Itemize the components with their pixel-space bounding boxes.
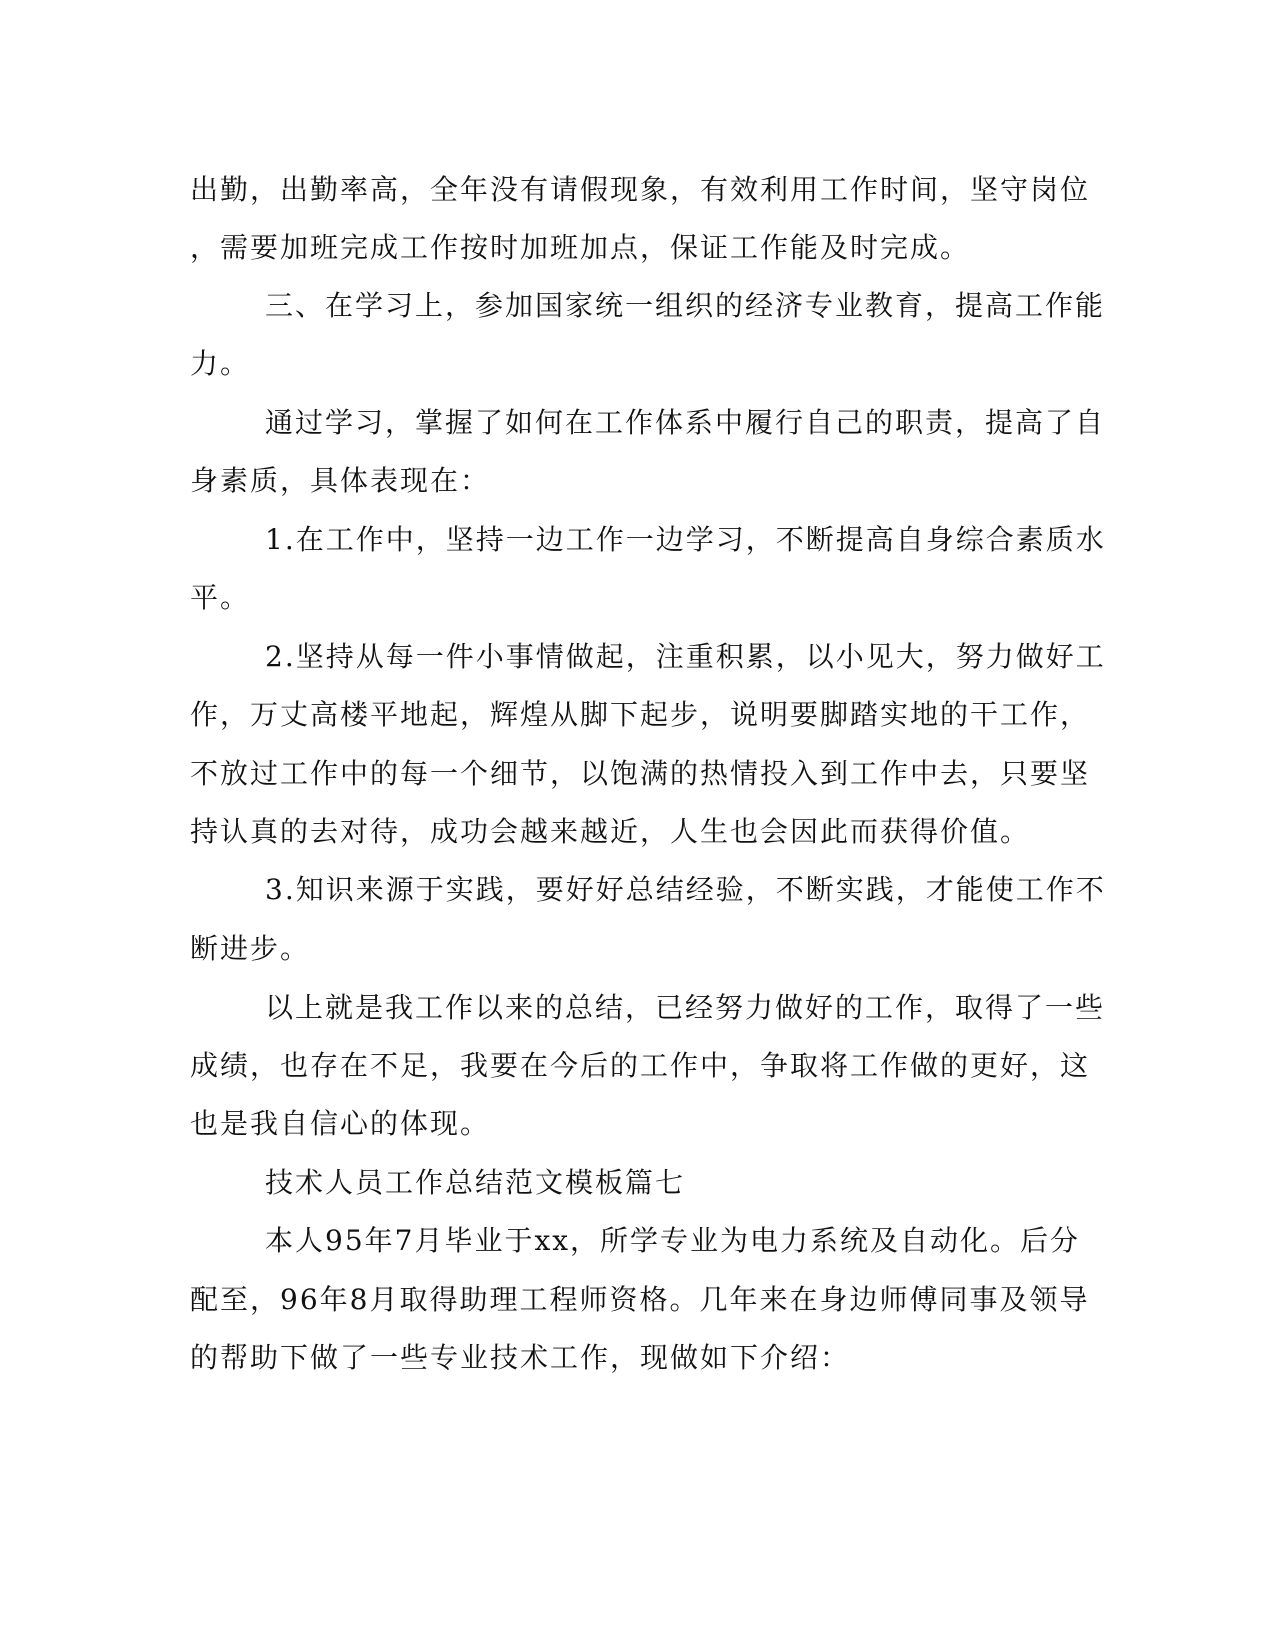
text-line: 平。	[190, 581, 251, 614]
list-item-line: 2.坚持从每一件小事情做起，注重积累，以小见大，努力做好工	[265, 640, 1106, 673]
text-line: 不放过工作中的每一个细节，以饱满的热情投入到工作中去，只要坚	[190, 757, 1091, 790]
text-line: 持认真的去对待，成功会越来越近，人生也会因此而获得价值。	[190, 815, 1031, 848]
text-line: 身素质，具体表现在：	[190, 464, 491, 497]
section-heading: 技术人员工作总结范文模板篇七	[265, 1166, 686, 1199]
list-item-line: 1.在工作中，坚持一边工作一边学习，不断提高自身综合素质水	[265, 523, 1106, 556]
text-line: ，需要加班完成工作按时加班加点，保证工作能及时完成。	[190, 231, 971, 264]
text-line: 的帮助下做了一些专业技术工作，现做如下介绍：	[190, 1341, 851, 1374]
text-line: 断进步。	[190, 932, 311, 965]
paragraph-start-line: 本人95年7月毕业于xx，所学专业为电力系统及自动化。后分	[265, 1224, 1081, 1257]
text-line: 作，万丈高楼平地起，辉煌从脚下起步，说明要脚踏实地的干工作，	[190, 698, 1091, 731]
text-line: 成绩，也存在不足，我要在今后的工作中，争取将工作做的更好，这	[190, 1049, 1091, 1082]
list-item-line: 3.知识来源于实践，要好好总结经验，不断实践，才能使工作不	[265, 873, 1106, 906]
text-line: 也是我自信心的体现。	[190, 1107, 491, 1140]
paragraph-start-line: 以上就是我工作以来的总结，已经努力做好的工作，取得了一些	[265, 991, 1106, 1024]
text-line: 配至，96年8月取得助理工程师资格。几年来在身边师傅同事及领导	[190, 1283, 1090, 1316]
text-line: 力。	[190, 347, 251, 380]
paragraph-start-line: 通过学习，掌握了如何在工作体系中履行自己的职责，提高了自	[265, 406, 1106, 439]
paragraph-start-line: 三、在学习上，参加国家统一组织的经济专业教育，提高工作能	[265, 289, 1106, 322]
text-line: 出勤，出勤率高，全年没有请假现象，有效利用工作时间，坚守岗位	[190, 173, 1091, 206]
